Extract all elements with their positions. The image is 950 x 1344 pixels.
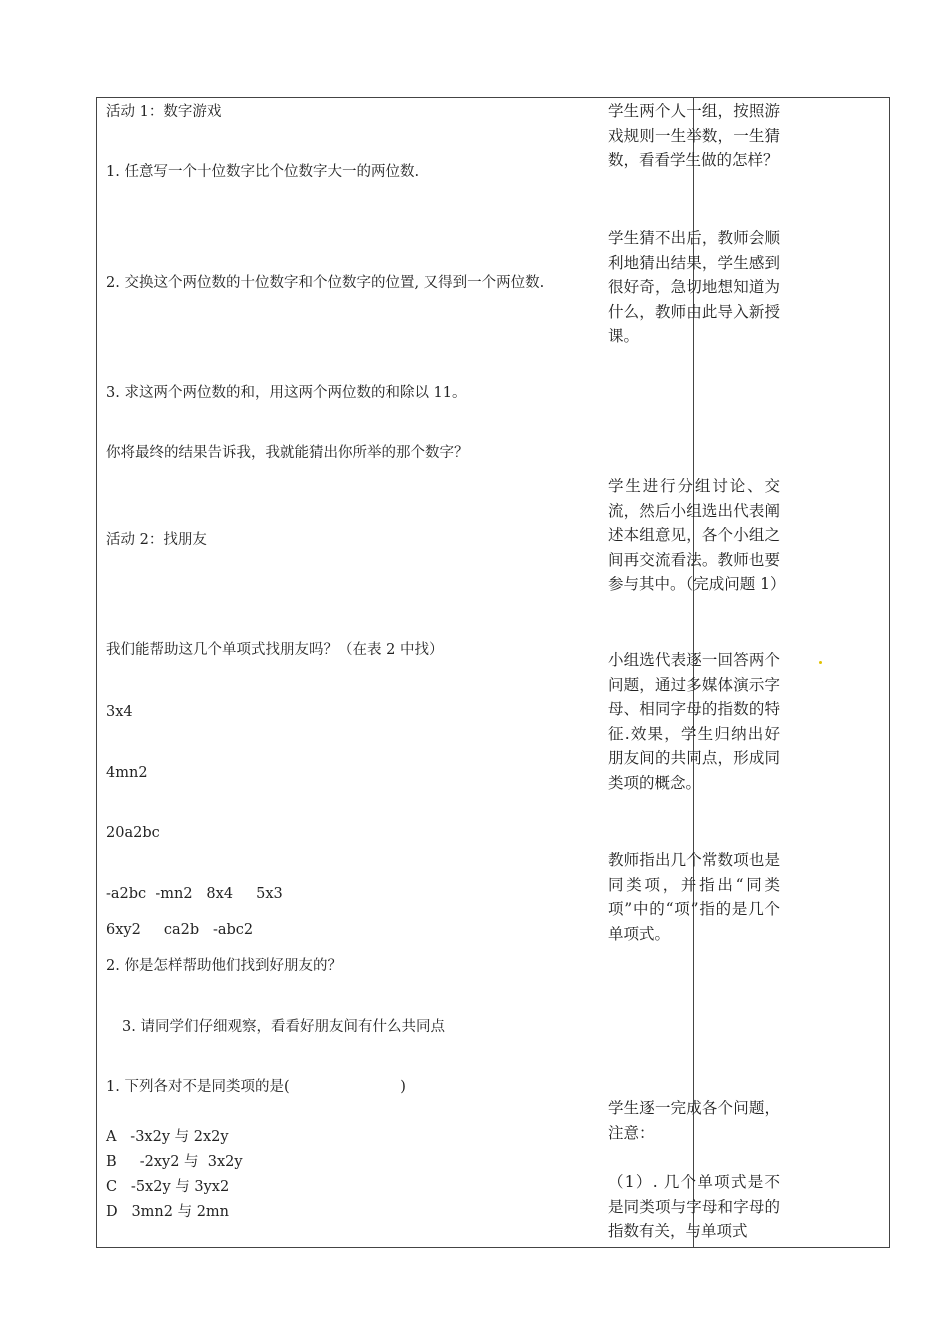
activity2-title: 活动 2：找朋友 <box>106 532 207 548</box>
option-a: A -3x2y 与 2x2y <box>106 1129 229 1145</box>
monomial-3: 20a2bc <box>106 825 160 841</box>
note-paragraph-6: 学生逐一完成各个问题，注意： <box>608 1099 780 1142</box>
step3-text: 3. 求这两个两位数的和，用这两个两位数的和除以 11。 <box>106 385 467 401</box>
stray-mark <box>819 661 822 664</box>
question-text: 我们能帮助这几个单项式找朋友吗？（在表 2 中找） <box>106 642 444 658</box>
monomials-row-1: -a2bc -mn2 8x4 5x3 <box>106 886 283 902</box>
step2-text: 2. 交换这个两位数的十位数字和个位数字的位置, 又得到一个两位数. <box>106 275 545 291</box>
note-paragraph-3: 学生进行分组讨论、交流，然后小组选出代表阐述本组意见，各个小组之间再交流看法。教师也要参与其中。（完成问题 1） <box>608 477 786 593</box>
observe-question: 3. 请同学们仔细观察，看看好朋友间有什么共同点 <box>122 1019 445 1035</box>
note-paragraph-2: 学生猜不出后，教师会顺利地猜出结果，学生感到很好奇，急切地想知道为什么，教师由此导入新授课。 <box>608 229 780 345</box>
activity1-title: 活动 1：数字游戏 <box>106 104 222 120</box>
note-paragraph-1: 学生两个人一组，按照游戏规则一生举数，一生猜数，看看学生做的怎样？ <box>608 102 780 169</box>
note-paragraph-5: 教师指出几个常数项也是同类项，并指出“同类项”中的“项”指的是几个单项式。 <box>608 851 780 943</box>
how-question: 2. 你是怎样帮助他们找到好朋友的？ <box>106 958 342 974</box>
option-d: D 3mn2 与 2mn <box>106 1204 230 1220</box>
note-paragraph-4: 小组选代表逐一回答两个问题，通过多媒体演示字母、相同字母的指数的特征.效果，学生归纳出好朋友间的共同点，形成同类项的概念。 <box>608 651 780 792</box>
option-c: C -5x2y 与 3yx2 <box>106 1179 230 1195</box>
monomials-row-2: 6xy2 ca2b -abc2 <box>106 922 254 938</box>
guess-text: 你将最终的结果告诉我，我就能猜出你所举的那个数字？ <box>106 445 469 461</box>
monomial-2: 4mn2 <box>106 765 148 781</box>
step1-text: 1. 任意写一个十位数字比个位数字大一的两位数. <box>106 164 420 180</box>
option-b: B -2xy2 与 3x2y <box>106 1154 243 1170</box>
note-paragraph-7: （1）. 几个单项式是不是同类项与字母和字母的指数有关，与单项式 <box>608 1173 780 1240</box>
exercise-question: 1. 下列各对不是同类项的是( ) <box>106 1079 406 1095</box>
monomial-1: 3x4 <box>106 704 133 720</box>
